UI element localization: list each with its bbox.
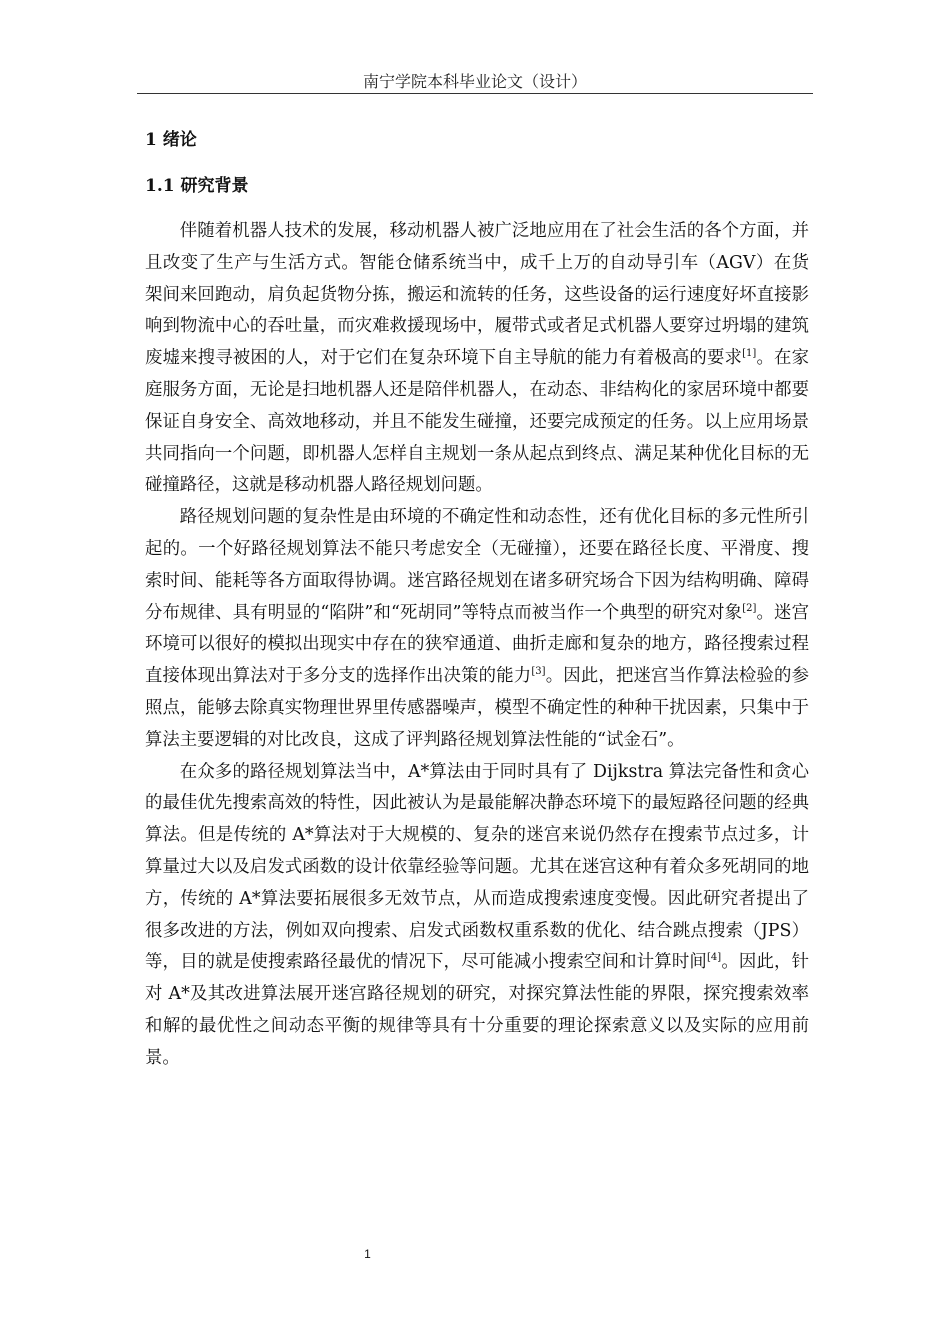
paragraph-3 bbox=[145, 757, 809, 1075]
citation-2: [2] bbox=[742, 602, 757, 614]
paragraph-2 bbox=[145, 502, 809, 756]
chapter-heading: 1 绪论 bbox=[145, 130, 197, 150]
paragraph-2-text-a: 路径规划问题的复杂性是由环境的不确定性和动态性，还有优化目标的多元性所引起的。一个好路径规划算法不能只考虑安全（无碰撞），还要在路径长度、平滑度、搜索时间、能耗等各方面取得协调。迷宫路径规划在诸多研究场合下因为结构明确、障碍分布规律、具有明显的“陷阱”和“死胡同”等特点而被当作一个典型的研究对象 bbox=[145, 507, 809, 623]
section-heading: 1.1 研究背景 bbox=[145, 176, 249, 196]
page-header: 南宁学院本科毕业论文（设计） bbox=[362, 72, 587, 91]
paragraph-2-text-c: 。因此，把迷宫当作算法检验的参照点，能够去除真实物理世界里传感器噪声，模型不确定性的种种干扰因素，只集中于算法主要逻辑的对比改良，这成了评判路径规划算法性能的“试金石”。 bbox=[145, 666, 809, 750]
paragraph-3-text-b: 。因此，针对 A*及其改进算法展开迷宫路径规划的研究，对探究算法性能的界限，探究搜索效率和解的最优性之间动态平衡的规律等具有十分重要的理论探索意义以及实际的应用前景。 bbox=[145, 952, 809, 1068]
page-number: 1 bbox=[364, 1247, 371, 1261]
paragraph-3-text-a: 在众多的路径规划算法当中，A*算法由于同时具有了 Dijkstra 算法完备性和贪心的最佳优先搜索高效的特性，因此被认为是最能解决静态环境下的最短路径问题的经典算法。但是传统的 A*算法对于大规模的、复杂的迷宫来说仍然存在搜索节点过多，计算量过大以及启发式函数的设计依靠经验等问题。尤其在迷宫这种有着众多死胡同的地方，传统的 A*算法要拓展很多无效节点，从而造成搜索速度变慢。因此研究者提出了很多改进的方法，例如双向搜索、启发式函数权重系数的优化、结合跳点搜索（JPS）等，目的就是使搜索路径最优的情况下，尽可能减小搜索空间和计算时间 bbox=[145, 761, 809, 973]
paragraph-1 bbox=[145, 216, 809, 502]
citation-4: [4] bbox=[707, 952, 722, 964]
paragraph-1-text-b: 。在家庭服务方面，无论是扫地机器人还是陪伴机器人，在动态、非结构化的家居环境中都要保证自身安全、高效地移动，并且不能发生碰撞，还要完成预定的任务。以上应用场景共同指向一个问题，即机器人怎样自主规划一条从起点到终点、满足某种优化目标的无碰撞路径，这就是移动机器人路径规划问题。 bbox=[145, 348, 809, 496]
paragraph-2-text-b: 。迷宫环境可以很好的模拟出现实中存在的狭窄通道、曲折走廊和复杂的地方，路径搜索过程直接体现出算法对于多分支的选择作出决策的能力 bbox=[145, 602, 809, 687]
header-rule bbox=[137, 93, 813, 94]
body-text bbox=[145, 216, 809, 1075]
citation-3: [3] bbox=[531, 666, 546, 678]
paragraph-1-text-a: 伴随着机器人技术的发展，移动机器人被广泛地应用在了社会生活的各个方面，并且改变了生产与生活方式。智能仓储系统当中，成千上万的自动导引车（AGV）在货架间来回跑动，肩负起货物分拣，搬运和流转的任务，这些设备的运行速度好坏直接影响到物流中心的吞吐量，而灾难救援现场中，履带式或者足式机器人要穿过坍塌的建筑废墟来搜寻被困的人，对于它们在复杂环境下自主导航的能力有着极高的要求 bbox=[145, 221, 809, 369]
citation-1: [1] bbox=[742, 348, 757, 360]
